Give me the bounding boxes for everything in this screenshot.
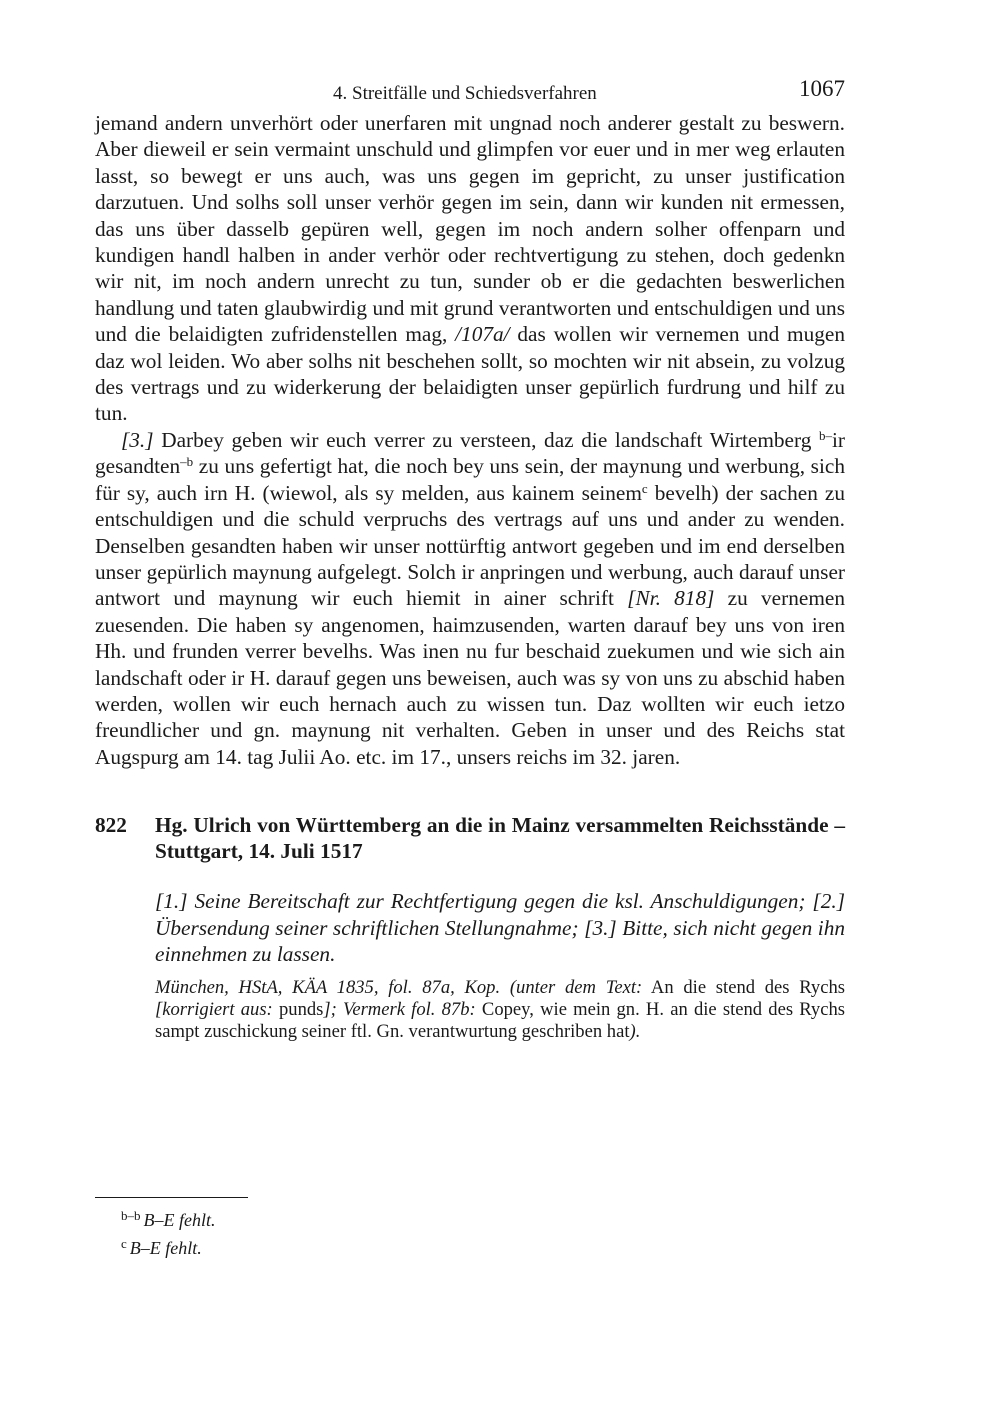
- footnote-c: $^c$ B–E fehlt.: [121, 1236, 202, 1258]
- footnote-mark-b-open: b–: [819, 427, 832, 443]
- footnotes: [121, 1204, 215, 1260]
- document-heading: [95, 812, 845, 864]
- running-title: 4. Streitfälle und Schiedsverfahren: [333, 83, 597, 104]
- footnote-mark-c: c: [641, 480, 648, 496]
- running-header: [95, 76, 845, 110]
- section-number: [3.]: [121, 427, 154, 452]
- footnote-b: $^{b-b}$ B–E fehlt.: [121, 1208, 216, 1230]
- source-note: München, HStA, KÄA 1835, fol. 87a, Kop. (unter dem Text: An die stend des Rychs [korrigiert aus: punds]; Vermerk fol. 87b: Copey, wie mein gn. H. an die stend des Rychs sampt zuschickung seiner ftl. Gn. verantwurtung geschriben hat).: [155, 977, 846, 1043]
- page: [95, 76, 845, 1043]
- cross-reference: [Nr. 818]: [627, 586, 715, 611]
- letter-body: [95, 110, 845, 770]
- paragraph-3: [3.] Darbey geben wir euch verrer zu versteen, daz die landschaft Wirtemberg $^{b-}$ir gesandten$^{-b}$ zu uns gefertigt hat, die noch bey uns sein, der maynung und werbung, sich für sy, auch irn H. (wiewol, als sy melden, aus kainem seinem$^c$ bevelh) der sachen zu entschuldigen und die schuld verpruchs des vertrags auf uns und ander zu wenden. Denselben gesandten haben wir unser nottürftig antwort gegeben und im end derselben unser gepürlich maynung aufgelegt. Solch ir anpringen und werbung, auch darauf unser antwort und maynung wir euch hiemit in ainer schrift [Nr. 818] zu vernemen zuesenden. Die haben sy angenomen, haimzusenden, warten darauf bey uns von iren Hh. und frunden verrer bevelhs. Was inen nu fur beschaid zuekumen und wie sich ain landschaft oder ir H. darauf gegen uns beweisen, auch was sy von uns zu abschid haben werden, wollen wir euch hernach auch zu wissen tun. Daz wollten wir euch ietzo freundlicher und gn. maynung nit verhalten. Geben in unser und des Reichs stat Augspurg am 14. tag Julii Ao. etc. im 17., unsers reichs im 32. jaren.: [95, 427, 846, 769]
- page-number: 1067: [799, 76, 845, 101]
- document-number: 822: [95, 813, 127, 838]
- document-title: Hg. Ulrich von Württemberg an die in Mainz versammelten Reichsstände – Stuttgart, 14. Juli 1517: [155, 813, 845, 864]
- footnote-rule: [95, 1197, 248, 1198]
- regest: [1.] Seine Bereitschaft zur Rechtfertigung gegen die ksl. Anschuldigungen; [2.] Übersendung seiner schriftlichen Stellungnahme; [3.] Bitte, sich nicht gegen ihn einnehmen zu lassen.: [155, 889, 845, 966]
- paragraph-continuation: jemand andern unverhört oder unerfaren mit ungnad noch anderer gestalt zu beswern. Aber dieweil er sein vermaint unschuld und glimpfen vor euer und in mer weg erlauten lasst, so bewegt er uns auch, was uns gegen im gepricht, zu unser justification darzutuen. Und solhs soll unser verhör gegen im sein, dann wir kunden nit ermessen, das uns über dasselb gepüren well, gegen im noch andern solher offenparn und kundigen handl halben in ander verhör oder rechtvertigung zu stehen, doch gedenkn wir nit, im noch andern unrecht zu tun, sunder ob er die gedachten beswerlichen handlung und taten glaubwirdig und mit grund verantworten und entschuldigen und uns und die belaidigten zufridenstellen mag, /107a/ das wollen wir vernemen und mugen daz wol leiden. Wo aber solhs nit beschehen sollt, so mochten wir nit absein, zu volzug des vertrags und zu widerkerung der belaidigten unser gepürlich furdrung und hilf zu tun.: [95, 111, 846, 426]
- folio-marker: /107a/: [455, 322, 510, 347]
- footnote-mark-b-close: –b: [180, 454, 194, 470]
